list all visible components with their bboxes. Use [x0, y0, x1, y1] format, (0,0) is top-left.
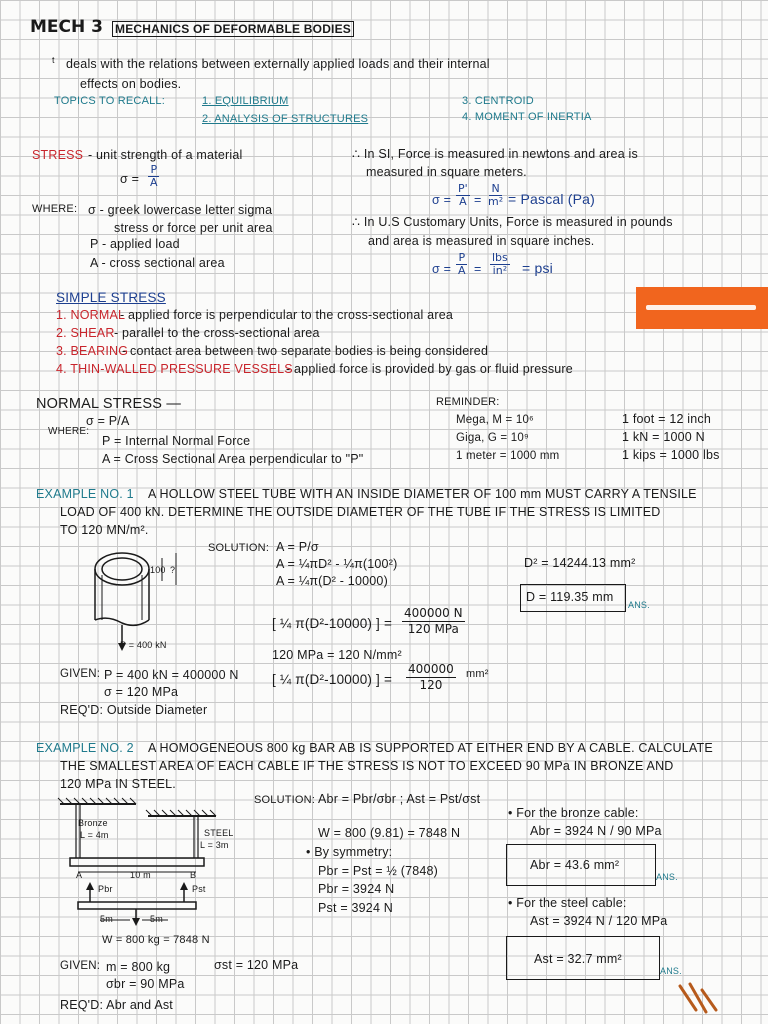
stress-label: STRESS: [32, 148, 84, 162]
us-sigma: σ =: [432, 262, 452, 276]
example-2-label: EXAMPLE NO. 2: [36, 741, 134, 755]
ex2-given-label: GIVEN:: [60, 960, 101, 972]
us-psi: = psi: [522, 260, 553, 276]
description-line-2: effects on bodies.: [80, 77, 182, 91]
unit-kn: 1 kN = 1000 N: [622, 430, 705, 444]
fig-point-b: B: [190, 870, 197, 880]
ex2-given-2: σst = 120 MPa: [214, 958, 299, 972]
ex1-step-6-unit: mm²: [466, 668, 489, 680]
reminder-mega: Mega, M = 10⁶: [456, 414, 534, 426]
ex2-bronze-label: • For the bronze cable:: [508, 806, 639, 820]
si-sigma: σ =: [432, 193, 452, 207]
ex1-step-6-num: 400000: [408, 662, 454, 676]
simple-item-1-name: 1. NORMAL: [56, 308, 126, 322]
ex1-result-2: D = 119.35 mm: [526, 590, 614, 604]
si-line-2: measured in square meters.: [366, 165, 527, 179]
fig-bar-length: 10 m: [130, 870, 151, 880]
ex1-step-2: A = ¼πD² - ¼π(100²): [276, 557, 398, 571]
ex1-ans-label: ANS.: [628, 600, 650, 610]
unit-kips: 1 kips = 1000 lbs: [622, 448, 720, 462]
ex2-steel-answer: Ast = 32.7 mm²: [534, 952, 622, 966]
fig-half-a: 5m: [100, 914, 113, 924]
fig-point-a: A: [76, 870, 83, 880]
ex1-step-6-lhs: [ ¼ π(D²-10000) ] =: [272, 672, 393, 687]
reminder-meter: 1 meter = 1000 mm: [456, 450, 560, 462]
figure-load-label: P = 400 kN: [120, 640, 167, 650]
ex2-pst: Pst = 3924 N: [318, 901, 394, 915]
example-1-line-2: LOAD OF 400 kN. DETERMINE THE OUTSIDE DIAMETER OF THE TUBE IF THE STRESS IS LIMITED: [60, 505, 661, 519]
normal-a-def: A = Cross Sectional Area perpendicular to "P": [102, 452, 364, 466]
ex2-given-1: m = 800 kg: [106, 960, 171, 974]
ex2-bronze-answer: Abr = 43.6 mm²: [530, 858, 620, 872]
example-1-label: EXAMPLE NO. 1: [36, 487, 134, 501]
ex1-step-4-lhs: [ ¼ π(D²-10000) ] =: [272, 616, 393, 631]
fig-weight: W = 800 kg = 7848 N: [102, 934, 210, 946]
si-fraction-nm: $\frac{N}{\text{m²}}$: [488, 182, 504, 208]
example-2-line-2: THE SMALLEST AREA OF EACH CABLE IF THE STRESS IS NOT TO EXCEED 90 MPa IN BRONZE AND: [60, 759, 674, 773]
intro-marker: ᵗ: [52, 55, 55, 69]
fig-steel-length: L = 3m: [200, 840, 229, 850]
topic-1: 1. EQUILIBRIUM: [202, 95, 289, 107]
pen-mark-decoration: [676, 980, 736, 1020]
normal-where-label: WHERE:: [48, 426, 90, 437]
simple-stress-title: SIMPLE STRESS: [56, 290, 166, 305]
normal-p-def: P = Internal Normal Force: [102, 434, 251, 448]
ex2-area-formula: Abr = Pbr/σbr ; Ast = Pst/σst: [318, 792, 481, 806]
ex1-step-3: A = ¼π(D² - 10000): [276, 574, 388, 588]
subject-title: MECHANICS OF DEFORMABLE BODIES: [112, 21, 354, 37]
fig-half-b: 5m: [150, 914, 163, 924]
ex1-step-4-num: 400000 N: [404, 606, 463, 620]
fig-bronze-length: L = 4m: [80, 830, 109, 840]
ex2-steel-label: • For the steel cable:: [508, 896, 627, 910]
si-fraction-pa: $\frac{P'}{A}$: [458, 182, 468, 208]
example-2-line-3: 120 MPa IN STEEL.: [60, 777, 176, 791]
us-line-2: and area is measured in square inches.: [368, 234, 595, 248]
us-eq-sign: =: [474, 262, 482, 276]
ex2-pbr: Pbr = 3924 N: [318, 882, 395, 896]
ex1-step-5: 120 MPa = 120 N/mm²: [272, 648, 402, 662]
ex2-steel-eq: Ast = 3924 N / 120 MPa: [530, 914, 668, 928]
ex1-step-4-den: 120 MPa: [407, 622, 459, 636]
topic-4: 4. MOMENT OF INERTIA: [462, 111, 592, 123]
where-p: P - applied load: [90, 237, 180, 251]
simple-item-4-name: 4. THIN-WALLED PRESSURE VESSELS: [56, 362, 293, 376]
where-sigma: σ - greek lowercase letter sigma: [88, 203, 273, 217]
ex2-steel-ans-label: ANS.: [660, 966, 682, 976]
si-eq-sign: =: [474, 193, 482, 207]
fig-bronze: Bronze: [78, 818, 108, 828]
ex2-symmetry-eq: Pbr = Pst = ½ (7848): [318, 864, 439, 878]
ex2-bronze-ans-label: ANS.: [656, 872, 678, 882]
normal-stress-title: NORMAL STRESS —: [36, 396, 182, 412]
si-pascal: = Pascal (Pa): [508, 191, 596, 207]
ex2-solution-label: SOLUTION:: [254, 794, 316, 806]
example-1-line-3: TO 120 MN/m².: [60, 523, 149, 537]
example-1-line-1: A HOLLOW STEEL TUBE WITH AN INSIDE DIAMETER OF 100 mm MUST CARRY A TENSILE: [148, 487, 697, 501]
stress-fraction: $\frac{P}{A}$: [150, 163, 158, 189]
stress-symbol: σ =: [120, 172, 140, 186]
orange-tape-decoration: [636, 287, 768, 329]
ex1-given-label: GIVEN:: [60, 668, 101, 680]
ex1-given-1: P = 400 kN = 400000 N: [104, 668, 239, 682]
si-line-1: ∴ In SI, Force is measured in newtons and area is: [352, 147, 638, 161]
normal-stress-formula: σ = P/A: [86, 414, 130, 428]
simple-item-4-desc: - applied force is provided by gas or fluid pressure: [286, 362, 573, 376]
example-2-line-1: A HOMOGENEOUS 800 kg BAR AB IS SUPPORTED AT EITHER END BY A CABLE. CALCULATE: [148, 741, 713, 755]
ex1-step-6-fraction: [406, 662, 456, 693]
ex1-given-2: σ = 120 MPa: [104, 685, 179, 699]
fig-force-pst: Pst: [192, 884, 206, 894]
ex1-step-1: A = P/σ: [276, 540, 319, 554]
figure-outer-dim: ?: [170, 565, 176, 575]
ex2-required: REQ'D: Abr and Ast: [60, 998, 173, 1012]
figure-inner-dim: 100: [150, 565, 166, 575]
hollow-tube-figure: [90, 545, 200, 655]
reminder-label: REMINDER:: [436, 396, 500, 408]
simple-item-3-desc: - contact area between two separate bodies is being considered: [122, 344, 489, 358]
topics-label: TOPICS TO RECALL:: [54, 95, 165, 107]
us-fraction-lbs: lbs in²: [492, 251, 508, 277]
us-fraction-pa: $\frac{P}{A}$: [458, 251, 466, 277]
simple-item-3-name: 3. BEARING: [56, 344, 129, 358]
stress-definition: - unit strength of a material: [88, 148, 243, 162]
ex1-solution-label: SOLUTION:: [208, 542, 270, 554]
reminder-giga: Giga, G = 10⁹: [456, 432, 530, 444]
ex1-required: REQ'D: Outside Diameter: [60, 703, 208, 717]
unit-foot: 1 foot = 12 inch: [622, 412, 712, 426]
fig-force-pbr: Pbr: [98, 884, 113, 894]
simple-item-2-name: 2. SHEAR: [56, 326, 115, 340]
us-line-1: ∴ In U.S Customary Units, Force is measured in pounds: [352, 215, 673, 229]
ex1-step-6-den: 120: [419, 678, 443, 692]
topic-3: 3. CENTROID: [462, 95, 534, 107]
where-sigma-desc: stress or force per unit area: [114, 221, 273, 235]
ex1-step-4-fraction: [402, 606, 465, 637]
ex2-bronze-eq: Abr = 3924 N / 90 MPa: [530, 824, 662, 838]
description-line-1: deals with the relations between externally applied loads and their internal: [66, 57, 490, 71]
simple-item-1-desc: - applied force is perpendicular to the cross-sectional area: [120, 308, 454, 322]
fig-steel: STEEL: [204, 828, 234, 838]
simple-item-2-desc: - parallel to the cross-sectional area: [114, 326, 320, 340]
where-label: WHERE:: [32, 203, 78, 215]
ex2-weight-eq: W = 800 (9.81) = 7848 N: [318, 826, 461, 840]
ex2-given-3: σbr = 90 MPa: [106, 977, 185, 991]
topic-2: 2. ANALYSIS OF STRUCTURES: [202, 113, 369, 125]
ex2-symmetry-label: • By symmetry:: [306, 845, 393, 859]
ex1-result-1: D² = 14244.13 mm²: [524, 556, 636, 570]
where-a: A - cross sectional area: [90, 256, 225, 270]
course-title: MECH 3: [30, 17, 103, 37]
